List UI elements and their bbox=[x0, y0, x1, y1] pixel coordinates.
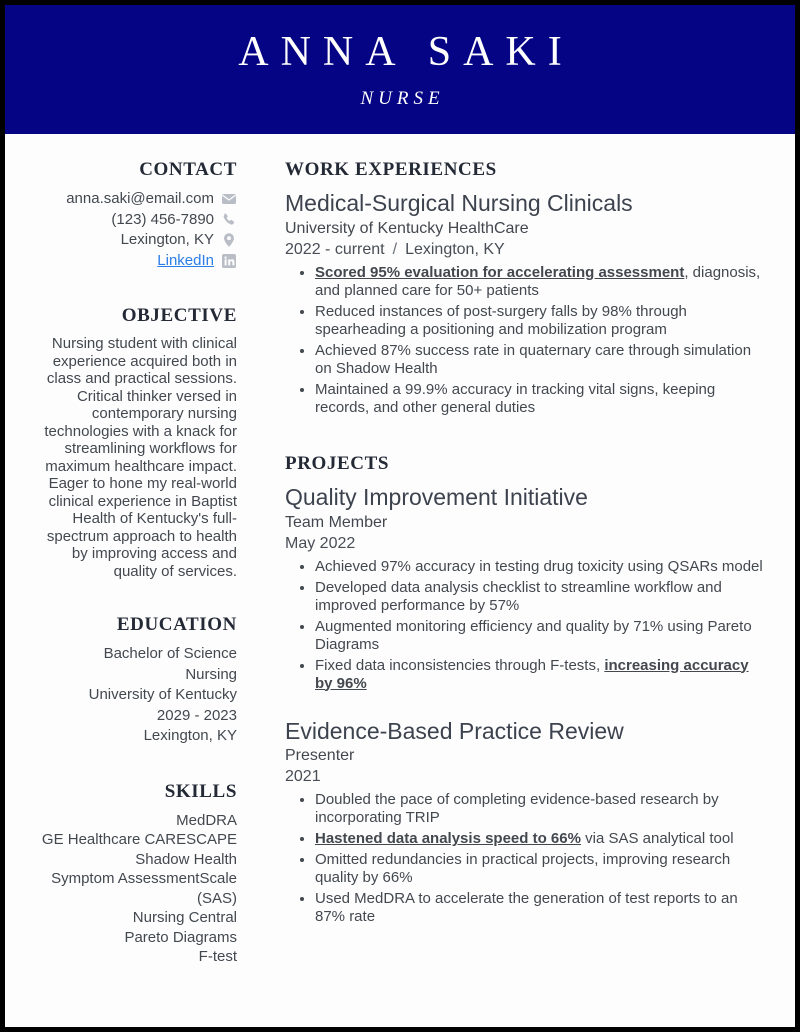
contact-linkedin-row bbox=[35, 251, 237, 272]
project-bullet: • Achieved 97% accuracy in testing drug toxicity using QSARs model bbox=[315, 558, 765, 576]
skill-item: Pareto Diagrams bbox=[124, 928, 237, 946]
person-title: NURSE bbox=[360, 87, 445, 109]
job-organization: University of Kentucky HealthCare bbox=[285, 219, 529, 237]
linkedin-link[interactable]: LinkedIn bbox=[157, 251, 214, 269]
location-text: Lexington, KY bbox=[120, 231, 214, 248]
skill-item: F-test bbox=[198, 948, 237, 965]
project-bullet: • Developed data analysis checklist to streamline workflow and improved performance by 57% bbox=[315, 579, 765, 615]
envelope-icon bbox=[221, 191, 237, 207]
work-experiences-section bbox=[285, 159, 765, 417]
project-bullet-list bbox=[285, 558, 765, 693]
education-location: Lexington, KY bbox=[143, 727, 237, 744]
contact-phone-row bbox=[35, 210, 237, 231]
project-bullet: • Augmented monitoring efficiency and quality by 71% using Pareto Diagrams bbox=[315, 618, 765, 654]
phone-icon bbox=[221, 212, 237, 228]
job-bullet: • Achieved 87% success rate in quaternary care through simulation on Shadow Health bbox=[315, 342, 765, 378]
work-experiences-heading: WORK EXPERIENCES bbox=[285, 159, 497, 180]
skill-item: GE Healthcare CARESCAPE bbox=[41, 831, 237, 848]
job-bullet: • Maintained a 99.9% accuracy in tracking vital signs, keeping records, and other general duties bbox=[315, 381, 765, 417]
linkedin-icon[interactable] bbox=[221, 253, 237, 269]
contact-location-row bbox=[35, 230, 237, 251]
projects-heading: PROJECTS bbox=[285, 452, 390, 474]
job-bullet-list bbox=[285, 264, 765, 417]
project-role: Team Member bbox=[285, 513, 388, 531]
page-content bbox=[5, 134, 795, 967]
project-dates: May 2022 bbox=[285, 534, 356, 552]
contact-section bbox=[35, 159, 237, 271]
objective-text: Nursing student with clinical experience acquired both in class and practical sessions. Critical thinker versed in contemporary nursing technologies with a knack for streamlining workflows for maximum healthcare impact. Eager to hone my real-world clinical experience in Baptist Health of Kentucky's full-spectrum approach to health by improving access and quality of services. bbox=[44, 335, 237, 580]
objective-heading: OBJECTIVE bbox=[121, 305, 237, 326]
contact-email-row bbox=[35, 189, 237, 210]
contact-heading: CONTACT bbox=[139, 159, 237, 180]
header-banner bbox=[5, 5, 795, 134]
skill-item: Shadow Health bbox=[135, 850, 237, 868]
project-entry bbox=[285, 483, 765, 693]
person-name: ANNA SAKI bbox=[238, 29, 574, 76]
education-degree-line: Bachelor of Science bbox=[103, 645, 237, 662]
project-title: Quality Improvement Initiative bbox=[285, 483, 588, 510]
work-entry bbox=[285, 189, 765, 417]
location-pin-icon bbox=[221, 232, 237, 248]
education-section bbox=[35, 614, 237, 747]
project-bullet: • Hastened data analysis speed to 66% via SAS analytical tool bbox=[315, 830, 765, 848]
project-bullet-list bbox=[285, 791, 765, 926]
education-degree-line: Nursing bbox=[185, 665, 237, 683]
project-bullet: • Used MedDRA to accelerate the generation of test reports to an 87% rate bbox=[315, 890, 765, 926]
project-bullet: • Fixed data inconsistencies through F-tests, increasing accuracy by 96% bbox=[315, 657, 765, 693]
skills-heading: SKILLS bbox=[164, 780, 237, 802]
job-title: Medical-Surgical Nursing Clinicals bbox=[285, 190, 633, 216]
project-bullet: • Omitted redundancies in practical projects, improving research quality by 66% bbox=[315, 851, 765, 887]
main-column bbox=[237, 159, 765, 967]
email-text: anna.saki@email.com bbox=[66, 190, 214, 207]
project-bullet: • Doubled the pace of completing evidence-based research by incorporating TRIP bbox=[315, 791, 765, 827]
job-location: Lexington, KY bbox=[405, 240, 505, 258]
sidebar bbox=[35, 159, 237, 967]
projects-section bbox=[285, 453, 765, 927]
emphasized-achievement: Hastened data analysis speed to 66% bbox=[315, 830, 581, 848]
education-school: University of Kentucky bbox=[88, 686, 237, 703]
job-meta bbox=[285, 239, 765, 260]
project-title: Evidence-Based Practice Review bbox=[285, 717, 624, 744]
emphasized-achievement: Scored 95% evaluation for accelerating assessment bbox=[315, 263, 685, 281]
education-heading: EDUCATION bbox=[116, 614, 237, 635]
skill-item: Symptom AssessmentScale (SAS) bbox=[51, 870, 237, 907]
phone-text: (123) 456-7890 bbox=[111, 210, 214, 228]
skills-section bbox=[35, 781, 237, 967]
education-dates: 2029 - 2023 bbox=[156, 706, 237, 724]
project-entry bbox=[285, 717, 765, 927]
meta-separator: / bbox=[392, 240, 398, 258]
job-bullet: • Reduced instances of post-surgery falls by 98% through spearheading a positioning and mobilization program bbox=[315, 303, 765, 339]
job-bullet: • Scored 95% evaluation for accelerating assessment, diagnosis, and planned care for 50+ patients bbox=[315, 264, 765, 300]
skill-item: MedDRA bbox=[176, 811, 237, 829]
emphasized-achievement: increasing accuracy by 96% bbox=[315, 656, 749, 692]
skill-item: Nursing Central bbox=[132, 909, 237, 926]
job-dates: 2022 - current bbox=[285, 240, 385, 258]
objective-section bbox=[35, 305, 237, 580]
project-role: Presenter bbox=[285, 747, 355, 765]
project-dates: 2021 bbox=[285, 768, 321, 786]
